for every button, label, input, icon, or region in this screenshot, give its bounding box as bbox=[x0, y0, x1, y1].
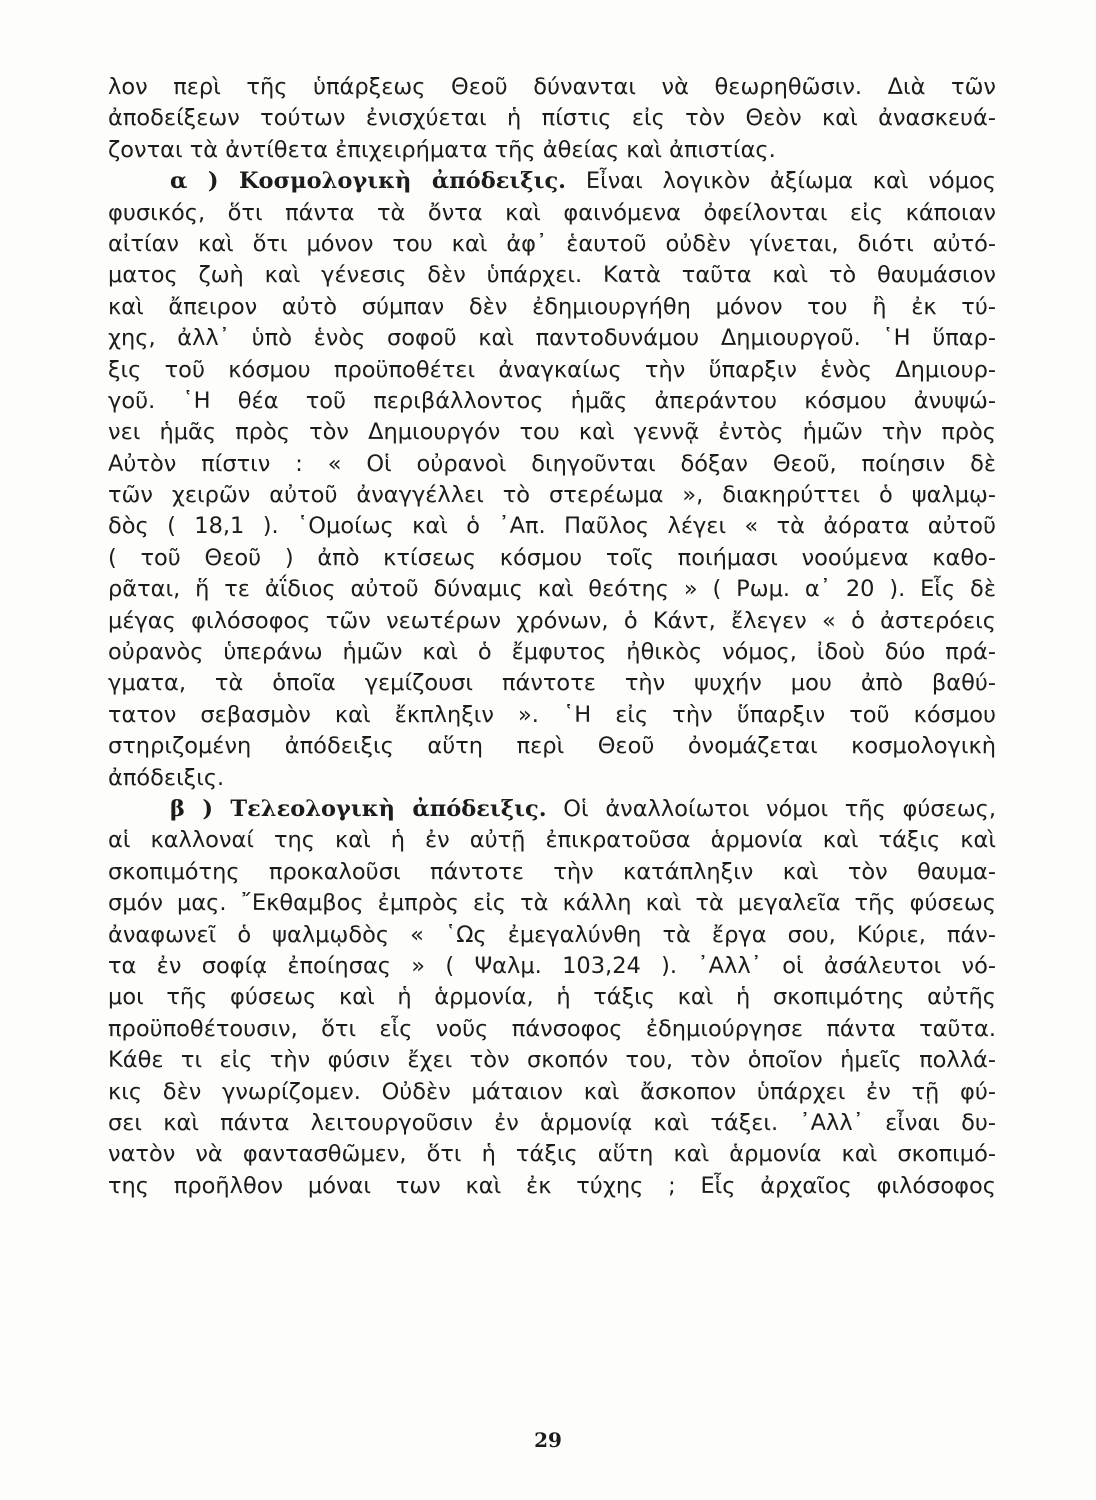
text-line: δὸς ( 18,1 ). ῾Ομοίως καὶ ὁ ᾿Απ. Παῦλος λέγει « τὰ ἀόρατα αὐτοῦ bbox=[108, 513, 996, 540]
text-line: ( τοῦ Θεοῦ ) ἀπὸ κτίσεως κόσμου τοῖς ποιήμασι νοούμενα καθο- bbox=[108, 544, 996, 571]
text-line: κις δὲν γνωρίζομεν. Οὐδὲν μάταιον καὶ ἄσκοπον ὑπάρχει ἐν τῇ φύ- bbox=[108, 1078, 996, 1105]
text-line: σει καὶ πάντα λειτουργοῦσιν ἐν ἁρμονίᾳ καὶ τάξει. ᾿Αλλ᾽ εἶναι δυ- bbox=[108, 1109, 996, 1136]
text-line: ρᾶται, ἥ τε ἀΐδιος αὐτοῦ δύναμις καὶ θεότης » ( Ρωμ. α᾽ 20 ). Εἷς δὲ bbox=[108, 576, 996, 603]
text-line: Κάθε τι εἰς τὴν φύσιν ἔχει τὸν σκοπόν του, τὸν ὁποῖον ἡμεῖς πολλά- bbox=[108, 1047, 996, 1074]
text-line: νατὸν νὰ φαντασθῶμεν, ὅτι ἡ τάξις αὕτη καὶ ἁρμονία καὶ σκοπιμό- bbox=[108, 1141, 996, 1168]
section-heading-line bbox=[108, 166, 996, 197]
text-line: νει ἡμᾶς πρὸς τὸν Δημιουργόν του καὶ γεννᾷ ἐντὸς ἡμῶν τὴν πρὸς bbox=[108, 419, 996, 446]
text-line: σκοπιμότης προκαλοῦσι πάντοτε τὴν κατάπληξιν καὶ τὸν θαυμα- bbox=[108, 858, 996, 885]
text-line: τατον σεβασμὸν καὶ ἔκπληξιν ». ῾Η εἰς τὴν ὕπαρξιν τοῦ κόσμου bbox=[108, 701, 996, 728]
text-line: ἀποδείξεων τούτων ἐνισχύεται ἡ πίστις εἰς τὸν Θεὸν καὶ ἀνασκευά- bbox=[108, 105, 996, 132]
text-line: σμόν μας. ῎Εκθαμβος ἐμπρὸς εἰς τὰ κάλλη καὶ τὰ μεγαλεῖα τῆς φύσεως bbox=[108, 890, 996, 917]
text-line: Αὐτὸν πίστιν : « Οἱ οὐρανοὶ διηγοῦνται δόξαν Θεοῦ, ποίησιν δὲ bbox=[108, 450, 996, 477]
page-number: 29 bbox=[534, 1428, 562, 1452]
text-line: μέγας φιλόσοφος τῶν νεωτέρων χρόνων, ὁ Κάντ, ἔλεγεν « ὁ ἀστερόεις bbox=[108, 607, 996, 634]
text-line: τῶν χειρῶν αὐτοῦ ἀναγγέλλει τὸ στερέωμα », διακηρύττει ὁ ψαλμῳ- bbox=[108, 482, 996, 509]
text-line: φυσικός, ὅτι πάντα τὰ ὄντα καὶ φαινόμενα ὀφείλονται εἰς κάποιαν bbox=[108, 199, 996, 226]
text-line: ἀναφωνεῖ ὁ ψαλμῳδὸς « ῾Ως ἐμεγαλύνθη τὰ ἔργα σου, Κύριε, πάν- bbox=[108, 921, 996, 948]
text-line: γματα, τὰ ὁποῖα γεμίζουσι πάντοτε τὴν ψυχήν μου ἀπὸ βαθύ- bbox=[108, 670, 996, 697]
text-line: προϋποθέτουσιν, ὅτι εἷς νοῦς πάνσοφος ἐδημιούργησε πάντα ταῦτα. bbox=[108, 1015, 996, 1042]
text-line: στηριζομένη ἀπόδειξις αὕτη περὶ Θεοῦ ὀνομάζεται κοσμολογικὴ bbox=[108, 733, 996, 760]
text-line: χης, ἀλλ᾽ ὑπὸ ἑνὸς σοφοῦ καὶ παντοδυνάμου Δημιουργοῦ. ῾Η ὕπαρ- bbox=[108, 325, 996, 352]
text-line: γοῦ. ῾Η θέα τοῦ περιβάλλοντος ἡμᾶς ἀπεράντου κόσμου ἀνυψώ- bbox=[108, 387, 996, 414]
section-heading-cosmological: α ) Κοσμολογικὴ ἀπόδειξις. bbox=[170, 168, 567, 195]
text-line: οὐρανὸς ὑπεράνω ἡμῶν καὶ ὁ ἔμφυτος ἠθικὸς νόμος, ἰδοὺ δύο πρά- bbox=[108, 639, 996, 666]
text-line: της προῆλθον μόναι των καὶ ἐκ τύχης ; Εἷς ἀρχαῖος φιλόσοφος bbox=[108, 1172, 996, 1199]
text-line: ζονται τὰ ἀντίθετα ἐπιχειρήματα τῆς ἀθείας καὶ ἀπιστίας. bbox=[108, 136, 776, 163]
text-run: Οἱ ἀναλλοίωτοι νόμοι τῆς φύσεως, bbox=[563, 795, 996, 822]
body-text bbox=[108, 72, 996, 1202]
text-line: ξις τοῦ κόσμου προϋποθέτει ἀναγκαίως τὴν ὕπαρξιν ἑνὸς Δημιουρ- bbox=[108, 356, 996, 383]
text-run: Εἶναι λογικὸν ἀξίωμα καὶ νόμος bbox=[585, 168, 996, 195]
text-line: λον περὶ τῆς ὑπάρξεως Θεοῦ δύνανται νὰ θεωρηθῶσιν. Διὰ τῶν bbox=[108, 74, 996, 100]
text-line: ἀπόδειξις. bbox=[108, 764, 225, 791]
section-heading-teleological: β ) Τελεολογικὴ ἀπόδειξις. bbox=[170, 795, 547, 822]
text-line: αἰτίαν καὶ ὅτι μόνον του καὶ ἀφ᾽ ἑαυτοῦ οὐδὲν γίνεται, διότι αὐτό- bbox=[108, 230, 996, 257]
section-heading-line bbox=[108, 794, 996, 825]
text-line: ματος ζωὴ καὶ γένεσις δὲν ὑπάρχει. Κατὰ ταῦτα καὶ τὸ θαυμάσιον bbox=[108, 262, 996, 289]
text-line: μοι τῆς φύσεως καὶ ἡ ἁρμονία, ἡ τάξις καὶ ἡ σκοπιμότης αὐτῆς bbox=[108, 984, 996, 1011]
text-line: καὶ ἄπειρον αὐτὸ σύμπαν δὲν ἐδημιουργήθη μόνον του ἢ ἐκ τύ- bbox=[108, 293, 996, 320]
text-line: αἱ καλλοναί της καὶ ἡ ἐν αὐτῇ ἐπικρατοῦσα ἁρμονία καὶ τάξις καὶ bbox=[108, 827, 996, 854]
text-line: τα ἐν σοφίᾳ ἐποίησας » ( Ψαλμ. 103,24 ). ᾿Αλλ᾽ οἱ ἀσάλευτοι νό- bbox=[108, 952, 996, 979]
